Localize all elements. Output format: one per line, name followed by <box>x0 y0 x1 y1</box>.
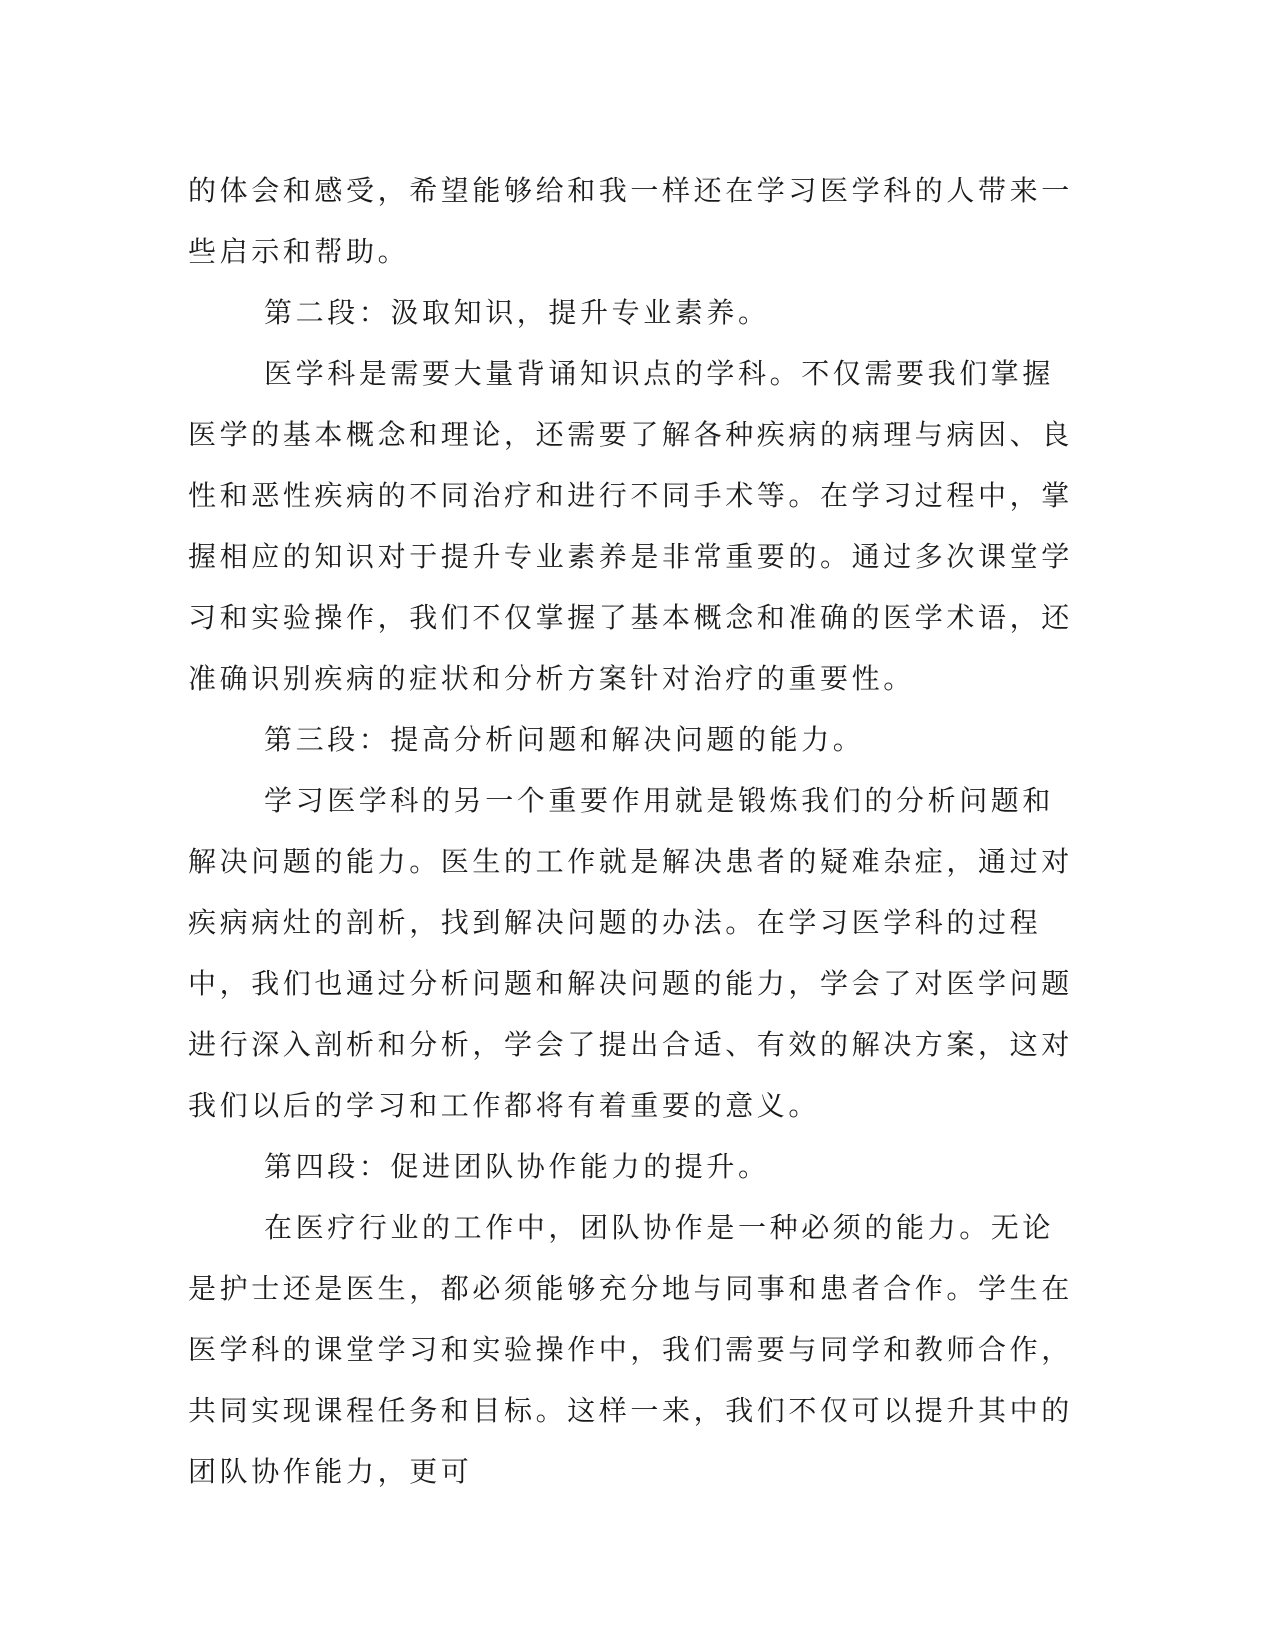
section-heading-4: 第四段：促进团队协作能力的提升。 <box>264 1150 770 1183</box>
paragraph-continuation: 的体会和感受，希望能够给和我一样还在学习医学科的人带来一些启示和帮助。 <box>188 174 1073 268</box>
document-body <box>188 160 1078 1502</box>
section-heading-2: 第二段：汲取知识，提升专业素养。 <box>264 296 770 329</box>
paragraph-problem-solving: 学习医学科的另一个重要作用就是锻炼我们的分析问题和解决问题的能力。医生的工作就是解决患者的疑难杂症，通过对疾病病灶的剖析，找到解决问题的办法。在学习医学科的过程中，我们也通过分析问题和解决问题的能力，学会了对医学问题进行深入剖析和分析，学会了提出合适、有效的解决方案，这对我们以后的学习和工作都将有着重要的意义。 <box>188 784 1073 1122</box>
paragraph-teamwork: 在医疗行业的工作中，团队协作是一种必须的能力。无论是护士还是医生，都必须能够充分地与同事和患者合作。学生在医学科的课堂学习和实验操作中，我们需要与同学和教师合作，共同实现课程任务和目标。这样一来，我们不仅可以提升其中的团队协作能力，更可 <box>188 1211 1073 1488</box>
section-heading-3: 第三段：提高分析问题和解决问题的能力。 <box>264 723 865 756</box>
paragraph-knowledge: 医学科是需要大量背诵知识点的学科。不仅需要我们掌握医学的基本概念和理论，还需要了解各种疾病的病理与病因、良性和恶性疾病的不同治疗和进行不同手术等。在学习过程中，掌握相应的知识对于提升专业素养是非常重要的。通过多次课堂学习和实验操作，我们不仅掌握了基本概念和准确的医学术语，还准确识别疾病的症状和分析方案针对治疗的重要性。 <box>188 357 1073 695</box>
